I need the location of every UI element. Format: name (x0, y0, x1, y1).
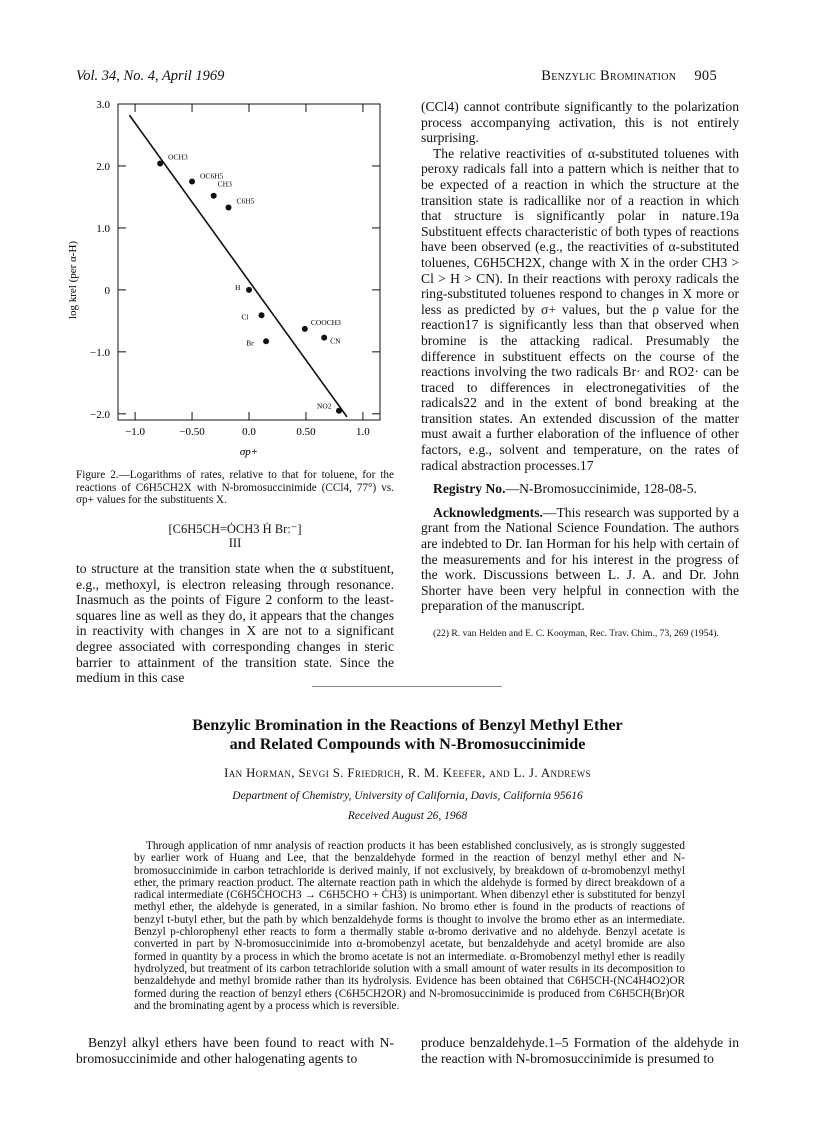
data-point-label: H (235, 282, 241, 292)
structure-iii (76, 522, 394, 550)
figure-2-chart (40, 92, 410, 472)
data-point-label: CH3 (217, 179, 232, 189)
registry-text: —N-Bromosuccinimide, 128-08-5. (505, 481, 697, 497)
x-tick-label: 0.50 (296, 426, 316, 438)
ack-label: Acknowledgments. (433, 504, 543, 520)
article-body-left: Benzyl alkyl ethers have been found to react with N-bromosuccinimide and other halogenating agents to (76, 1035, 394, 1066)
data-point-label: NO2 (316, 401, 332, 411)
least-squares-line (129, 115, 347, 417)
structure-iii-formula: [C6H5CH=ȮCH3 Ḣ Br:⁻] (168, 522, 302, 536)
article-title-line-1: Benzylic Bromination in the Reactions of Benzyl Methyl Ether (192, 716, 623, 734)
x-tick-label: −1.0 (125, 426, 146, 438)
article-authors: Ian Horman, Sevgi S. Friedrich, R. M. Keefer, and L. J. Andrews (224, 766, 591, 780)
right-paragraph-2: The relative reactivities of α-substituted toluenes with peroxy radicals fall into a pattern which is neither that to be expected of a reaction in which the structure at the transition state is radicallike nor of a reaction in which that structure is significantly polar in nature.19a Substituent effects characteristic of both types of reactions have been observed (e.g., the reactivities of α-substituted toluenes, C6H5CH2X, change with X in the order CH3 > Cl > H > CN). In their reactions with peroxy radicals the ring-substituted toluenes respond to changes in X more or less as predicted by σ+ values, but the ρ value for the reaction17 is significantly less than that observed when bromine is the attacking radical. Presumably the difference in substituent effects on the course of the reactions involving the two radicals Br· and RO2· can be traced to differences in electronegativities of the radicals22 and in the extent of bond breaking at the transition states. An extended discussion of the matter must await a further elaboration of the influence of other factors, e.g., solvent and temperature, on the rates of radical abstraction processes.17 (421, 145, 739, 473)
registry-paragraph (421, 481, 739, 497)
y-tick-label: 1.0 (96, 222, 110, 235)
page-number: 905 (694, 68, 717, 84)
data-point (189, 178, 195, 184)
data-point-label: OC6H5 (200, 171, 224, 181)
x-tick-label: −0.50 (179, 426, 205, 438)
data-point (321, 335, 327, 341)
data-point (246, 287, 252, 293)
data-point-label: Cl (241, 312, 249, 322)
x-tick-label: 1.0 (356, 426, 370, 438)
right-column (421, 99, 739, 642)
article-received: Received August 26, 1968 (347, 810, 468, 822)
data-point-label: Br (246, 338, 254, 348)
x-tick-label: 0.0 (242, 426, 256, 438)
y-tick-label: −1.0 (90, 346, 110, 359)
y-tick-label: 2.0 (96, 160, 110, 173)
registry-label: Registry No. (433, 481, 506, 497)
data-point-label: COOCH3 (310, 317, 341, 327)
data-point (302, 326, 308, 332)
running-header-journal: Vol. 34, No. 4, April 1969 (76, 68, 225, 84)
data-point (225, 204, 231, 210)
article-abstract: Through application of nmr analysis of reaction products it has been established conclusively, as is strongly suggested by earlier work of Huang and Lee, that the benzaldehyde formed in the reaction of benzyl methyl ether and N-bromosuccinimide in carbon tetrachloride is derived mainly, if not exclusively, by breakdown of α-bromobenzyl methyl ether, the primary reaction product. The alternate reaction path in which the aldehyde is formed by direct breakdown of a radical intermediate (C6H5ĊHOCH3 → C6H5CHO + ĊH3) is unimportant. When dibenzyl ether is substituted for benzyl methyl ether, the aldehyde is generated, in a similar fashion. No bromo ether is found in the products of reactions of benzyl t-butyl ether, but the path by which benzaldehyde forms is thought to involve the bromo ether as an intermediate. Benzyl p-chlorophenyl ether reacts to form a thermally stable α-bromo derivative and no aldehyde. Benzyl acetate is converted in part by N-bromosuccinimide into α-bromobenzyl acetate, but benzaldehyde and acetyl bromide are also formed in quantity by a process in which the bromo acetate is not an intermediate. α-Bromobenzyl methyl ether is readily hydrolyzed, but treatment of its carbon tetrachloride solution with a small amount of water results in its decomposition to benzaldehyde and methyl bromide rather than its hydrolysis. Evidence has been obtained that C6H5CH-(NC4H4O2)OR formed during the reaction of benzyl ethers (C6H5CH2OR) and N-bromosuccinimide is produced from C6H5CH(Br)OR and the brominating agent by a process which is reversible. (134, 840, 685, 1012)
acknowledgments-paragraph (421, 505, 739, 614)
figure-caption: Figure 2.—Logarithms of rates, relative to that for toluene, for the reactions of C6H5CH2X with N-bromosuccinimide (CCl4, 77°) vs. σp+ values for the substituents X. (76, 469, 394, 507)
article-separator (312, 686, 502, 687)
y-tick-label: 0 (104, 284, 110, 297)
article-body-right: produce benzaldehyde.1–5 Formation of the aldehyde in the reaction with N-bromosuccinimide is presumed to (421, 1035, 739, 1066)
data-point (336, 408, 342, 414)
data-point-label: OCH3 (168, 152, 188, 162)
data-point (259, 312, 265, 318)
left-column-paragraph: to structure at the transition state when the α substituent, e.g., methoxyl, is electron releasing through resonance. Inasmuch as the points of Figure 2 conform to the least-squares line as well as they do, it appears that the changes in reactivity with changes in X are not to a significant degree associated with corresponding changes in steric barrier to attainment of the transition state. Since the medium in this case (76, 561, 394, 686)
data-point (211, 193, 217, 199)
data-point-label: CN (330, 336, 341, 346)
y-tick-label: −2.0 (90, 408, 110, 421)
data-point (157, 160, 163, 166)
article-affiliation: Department of Chemistry, University of California, Davis, California 95616 (232, 790, 583, 802)
running-header-title (541, 68, 717, 85)
ack-text: —This research was supported by a grant from the National Science Foundation. The authors are indebted to Dr. Ian Horman for his help with certain of the measurements and for his interest in the progress of the work. Discussions between L. J. A. and Dr. John Shorter have been very helpful in connection with the preparation of the manuscript. (421, 504, 739, 614)
structure-iii-label: III (228, 536, 242, 550)
running-header-section: Benzylic Bromination (541, 68, 677, 84)
data-point-label: C6H5 (236, 196, 255, 206)
article-title (76, 716, 739, 754)
right-paragraph-1: (CCl4) cannot contribute significantly to the polarization process accompanying activation, this is not entirely surprising. (421, 99, 739, 146)
y-tick-label: 3.0 (96, 99, 110, 111)
data-point (263, 338, 269, 344)
x-axis-label: σp+ (239, 446, 259, 458)
reference-22: (22) R. van Helden and E. C. Kooyman, Rec. Trav. Chim., 73, 269 (1954). (433, 628, 719, 639)
y-axis-label: log krel (per α-H) (67, 240, 79, 320)
article-title-line-2: and Related Compounds with N-Bromosuccinimide (229, 735, 586, 753)
plot-frame (118, 104, 380, 420)
